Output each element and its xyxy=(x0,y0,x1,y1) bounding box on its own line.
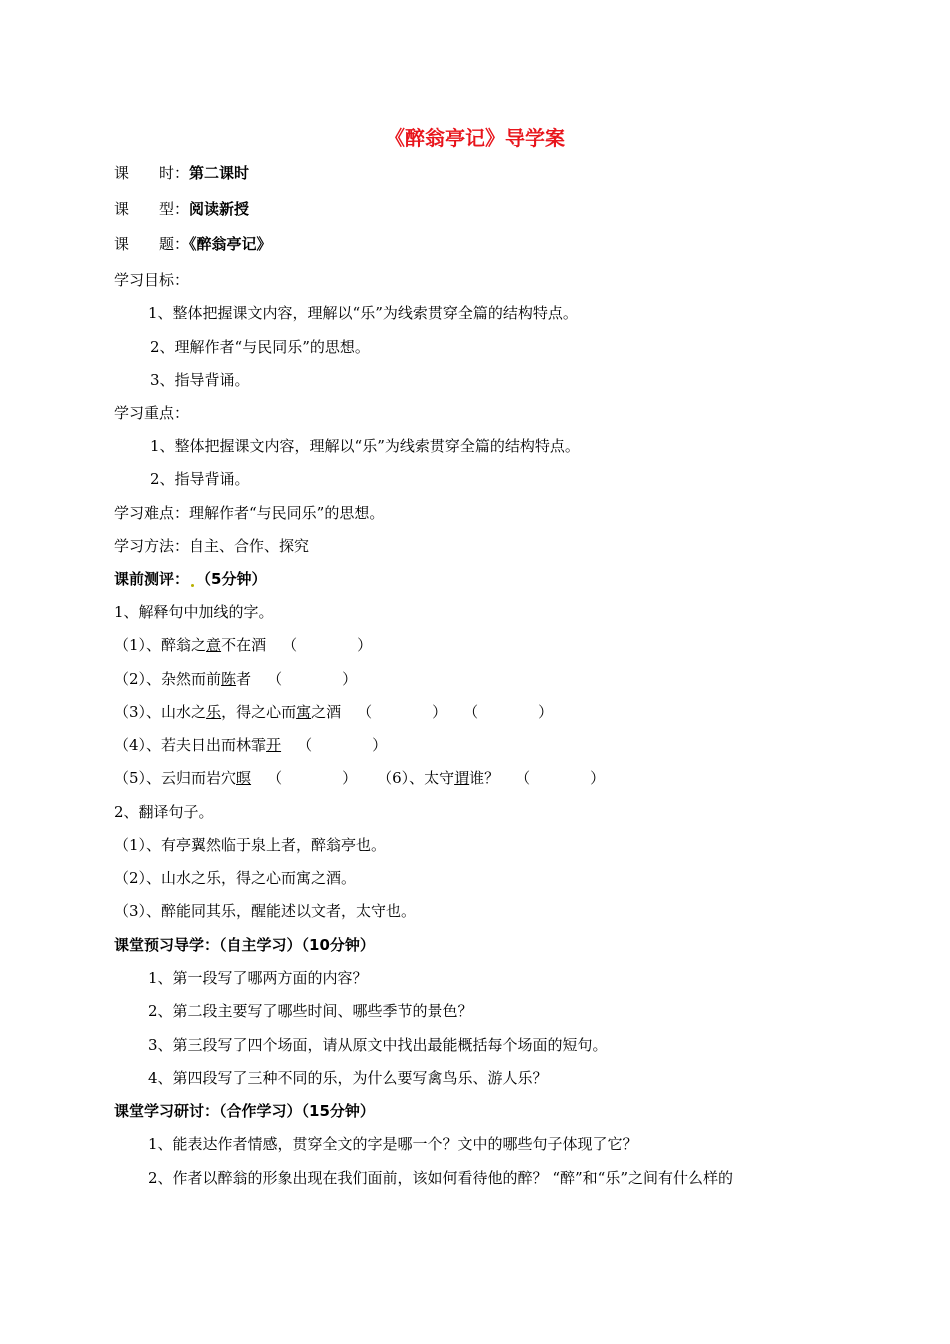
method: 学习方法：自主、合作、探究 xyxy=(114,537,310,555)
pretest-heading: 课前测评： （5分钟） xyxy=(114,570,267,588)
pretest-item-2: （2）、杂然而前陈者 （ ） xyxy=(114,670,358,688)
translate-item: （2）、山水之乐，得之心而寓之酒。 xyxy=(114,869,357,887)
difficulty: 学习难点：理解作者“与民同乐”的思想。 xyxy=(114,504,385,522)
goal-item: 2、理解作者“与民同乐”的思想。 xyxy=(150,338,370,356)
answer-blank[interactable]: （ ） xyxy=(297,736,388,754)
meta-topic: 课 题：《醉翁亭记》 xyxy=(114,235,272,253)
pretest-item-3: （3）、山水之乐，得之心而寓之酒 （ ） （ ） xyxy=(114,703,554,721)
study-item: 2、作者以醉翁的形象出现在我们面前，该如何看待他的醉？ “醉”和“乐”之间有什么样的 xyxy=(148,1169,733,1187)
answer-blank[interactable]: （ ） xyxy=(282,636,373,654)
pretest-item-1: （1）、醉翁之意不在酒 （ ） xyxy=(114,636,373,654)
mark-dot xyxy=(191,584,194,587)
pretest-q2: 2、翻译句子。 xyxy=(114,803,214,821)
key-item: 2、指导背诵。 xyxy=(150,470,250,488)
meta-period: 课 时：第二课时 xyxy=(114,164,250,182)
meta-type: 课 型：阅读新授 xyxy=(114,200,250,218)
answer-blank[interactable]: （ ） xyxy=(267,670,358,688)
pretest-q1: 1、解释句中加线的字。 xyxy=(114,603,274,621)
preview-item: 1、第一段写了哪两方面的内容？ xyxy=(148,969,368,987)
preview-item: 3、第三段写了四个场面，请从原文中找出最能概括每个场面的短句。 xyxy=(148,1036,608,1054)
goals-heading: 学习目标： xyxy=(114,271,190,289)
translate-item: （3）、醉能同其乐，醒能述以文者，太守也。 xyxy=(114,902,417,920)
goal-item: 3、指导背诵。 xyxy=(150,371,250,389)
goal-item: 1、整体把握课文内容，理解以“乐”为线索贯穿全篇的结构特点。 xyxy=(148,304,578,322)
study-item: 1、能表达作者情感，贯穿全文的字是哪一个？文中的哪些句子体现了它？ xyxy=(148,1135,638,1153)
pretest-item-4: （4）、若夫日出而林霏开 （ ） xyxy=(114,736,388,754)
document-title: 《醉翁亭记》导学案 xyxy=(385,126,565,150)
translate-item: （1）、有亭翼然临于泉上者，醉翁亭也。 xyxy=(114,836,387,854)
study-heading: 课堂学习研讨：（合作学习）（15分钟） xyxy=(114,1102,375,1120)
preview-item: 4、第四段写了三种不同的乐，为什么要写禽鸟乐、游人乐？ xyxy=(148,1069,548,1087)
answer-blank[interactable]: （ ） xyxy=(515,769,606,787)
preview-item: 2、第二段主要写了哪些时间、哪些季节的景色？ xyxy=(148,1002,473,1020)
keys-heading: 学习重点： xyxy=(114,404,190,422)
answer-blank[interactable]: （ ） xyxy=(267,769,358,787)
answer-blank[interactable]: （ ） xyxy=(357,703,448,721)
key-item: 1、整体把握课文内容，理解以“乐”为线索贯穿全篇的结构特点。 xyxy=(150,437,580,455)
answer-blank[interactable]: （ ） xyxy=(463,703,554,721)
preview-heading: 课堂预习导学：（自主学习）（10分钟） xyxy=(114,936,375,954)
pretest-item-5-6: （5）、云归而岩穴暝 （ ） （6）、太守谓谁？ （ ） xyxy=(114,769,606,787)
